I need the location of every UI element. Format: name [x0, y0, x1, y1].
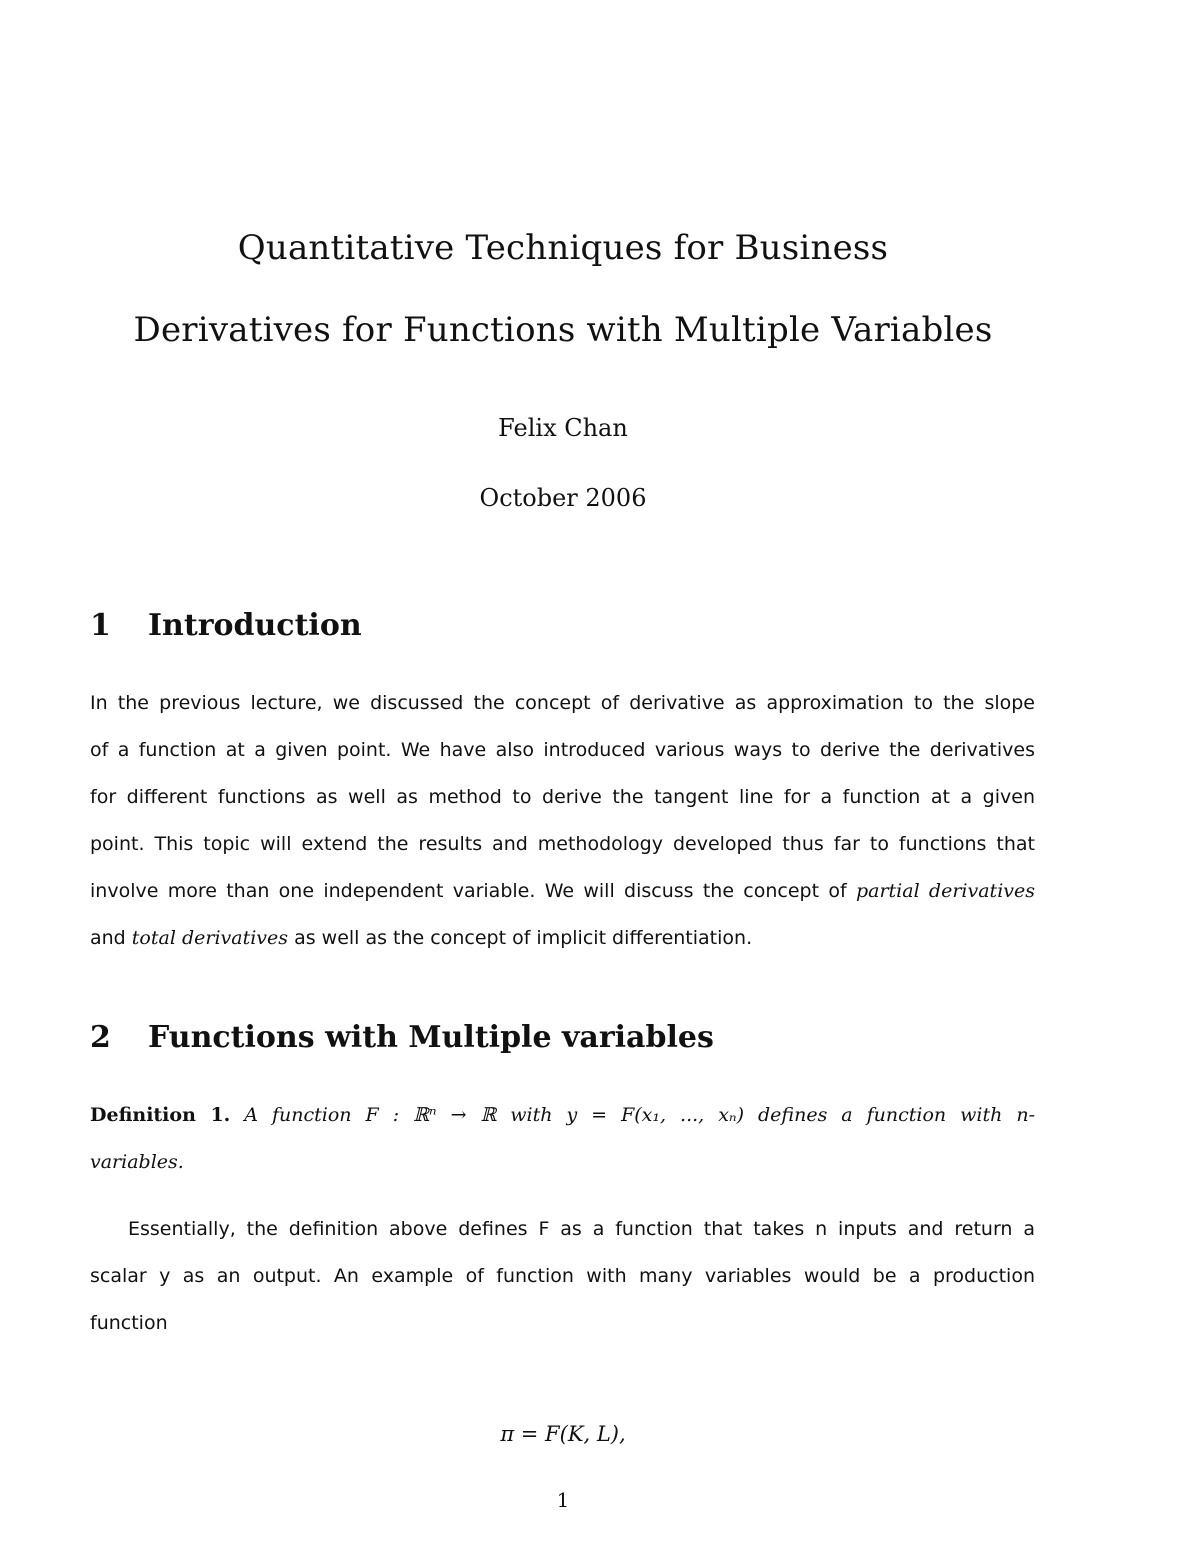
section-title: Introduction: [148, 608, 362, 643]
paragraph-line: function: [90, 1312, 168, 1334]
section-number: 2: [90, 1020, 111, 1055]
emphasis-partial-derivatives: partial derivatives: [855, 880, 1036, 902]
emphasis-total-derivatives: total derivatives: [131, 927, 289, 949]
definition-line: [90, 1102, 1035, 1149]
definition-text: A function F : ℝⁿ → ℝ with y = F(x₁, ..., xₙ) defines a function with n-: [244, 1104, 1036, 1126]
paragraph-line: [90, 925, 1035, 972]
publication-date: October 2006: [479, 484, 647, 512]
introduction-paragraph: [90, 690, 1035, 972]
section-heading-introduction: [90, 608, 362, 643]
paper-subtitle: Derivatives for Functions with Multiple Variables: [133, 310, 993, 350]
section-title: Functions with Multiple variables: [148, 1020, 714, 1055]
paragraph-text: and: [90, 927, 132, 949]
section-heading-functions-multiple-variables: [90, 1020, 714, 1055]
paragraph-line: [90, 878, 1035, 925]
paragraph-line: point. This topic will extend the results and methodology developed thus far to functions that: [90, 833, 1035, 855]
definition-block: [90, 1102, 1035, 1196]
paragraph-line: of a function at a given point. We have also introduced various ways to derive the derivatives: [90, 739, 1035, 761]
essentially-paragraph: [90, 1216, 1035, 1357]
paragraph-line: for different functions as well as method to derive the tangent line for a function at a given: [90, 786, 1035, 808]
author-name: Felix Chan: [498, 414, 628, 442]
paper-title: Quantitative Techniques for Business: [237, 228, 889, 268]
definition-label: Definition 1.: [90, 1104, 231, 1126]
definition-line: variables.: [90, 1151, 184, 1173]
paragraph-line: scalar y as an output. An example of function with many variables would be a production: [90, 1265, 1035, 1287]
page-number: 1: [556, 1488, 570, 1512]
section-number: 1: [90, 608, 111, 643]
paragraph-text: as well as the concept of implicit differentiation.: [288, 927, 753, 949]
paragraph-line: Essentially, the definition above defines F as a function that takes n inputs and return a: [128, 1218, 1035, 1240]
paragraph-line: In the previous lecture, we discussed the concept of derivative as approximation to the slope: [90, 692, 1035, 714]
production-function-equation: π = F(K, L),: [500, 1422, 626, 1446]
paragraph-text: involve more than one independent variable. We will discuss the concept of: [90, 880, 856, 902]
